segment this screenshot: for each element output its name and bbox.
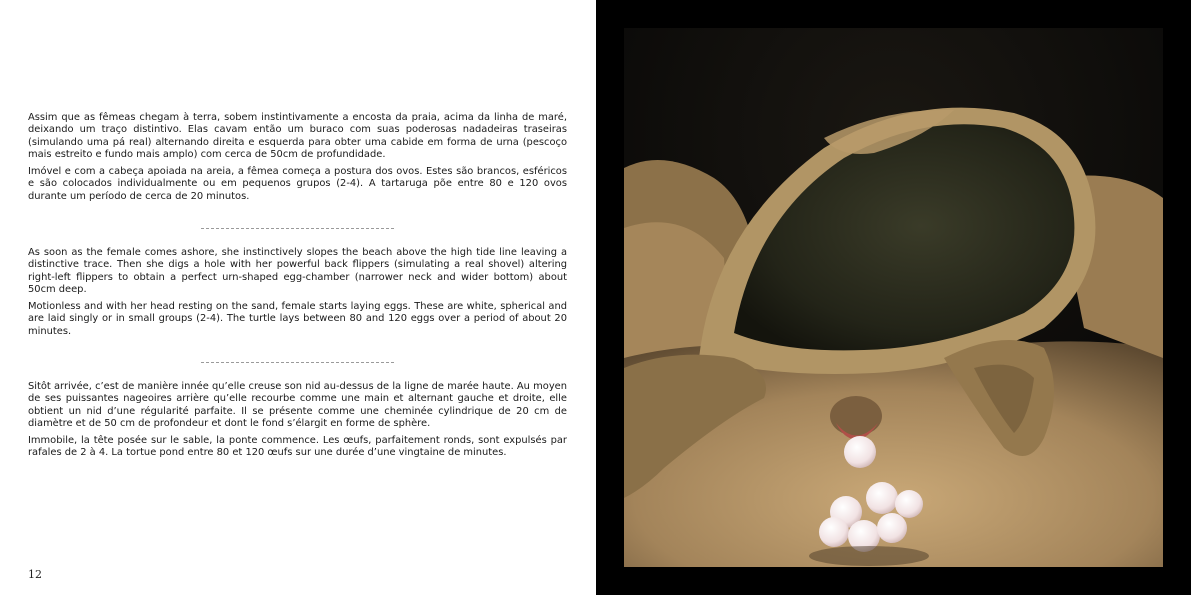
section-divider (201, 228, 394, 229)
egg (877, 513, 907, 543)
english-text (28, 247, 567, 343)
egg (866, 482, 898, 514)
english-paragraph-1: As soon as the female comes ashore, she instinctively slopes the beach above the high tide line leaving a distinctive trace. Then she digs a hole with her powerful back flippers (simulating a real shovel) altering right-left flippers to obtain a perfect urn-shaped egg-chamber (narrower neck and wider bottom) about 50cm deep. (28, 247, 567, 295)
right-page (596, 0, 1191, 595)
egg (819, 517, 849, 547)
page-number: 12 (28, 568, 42, 581)
french-paragraph-2: Immobile, la tête posée sur le sable, la ponte commence. Les œufs, parfaitement ronds, sont expulsés par rafales de 2 à 4. La tortue pond entre 80 et 120 œufs sur une durée d’une vingtaine de minutes. (28, 435, 567, 459)
egg (844, 436, 876, 468)
portuguese-paragraph-2: Imóvel e com a cabeça apoiada na areia, a fêmea começa a postura dos ovos. Estes são brancos, esféricos e são colocados individualmente ou em pequenos grupos (2-4). A tartaruga põe entre 80 e 120 ovos durante um período de cerca de 20 minutos. (28, 166, 567, 202)
french-paragraph-1: Sitôt arrivée, c’est de manière innée qu’elle creuse son nid au-dessus de la ligne de marée haute. Au moyen de ses puissantes nageoires arrière qu’elle recourbe comme une main et alternant gauche et droite, elle obtient un nid d’une régularité parfaite. Il se présente comme une cheminée cylindrique de 20 cm de diamètre et de 50 cm de profondeur et dont le fond s’élargit en forme de sphère. (28, 381, 567, 429)
turtle-photo (624, 28, 1163, 567)
english-paragraph-2: Motionless and with her head resting on the sand, female starts laying eggs. These are white, spherical and are laid singly or in small groups (2-4). The turtle lays between 80 and 120 eggs over a period of about 20 minutes. (28, 301, 567, 337)
portuguese-text (28, 112, 567, 208)
portuguese-paragraph-1: Assim que as fêmeas chegam à terra, sobem instintivamente a encosta da praia, acima da linha de maré, deixando um traço distintivo. Elas cavam então um buraco com suas poderosas nadadeiras traseiras (simulando uma pá real) alternando direita e esquerda para obter uma cabide em forma de urna (pescoço mais estreito e fundo mais amplo) com cerca de 50cm de profundidade. (28, 112, 567, 160)
turtle-head (830, 396, 882, 436)
nest-hole (809, 546, 929, 566)
egg (895, 490, 923, 518)
french-text (28, 381, 567, 465)
section-divider (201, 362, 394, 363)
